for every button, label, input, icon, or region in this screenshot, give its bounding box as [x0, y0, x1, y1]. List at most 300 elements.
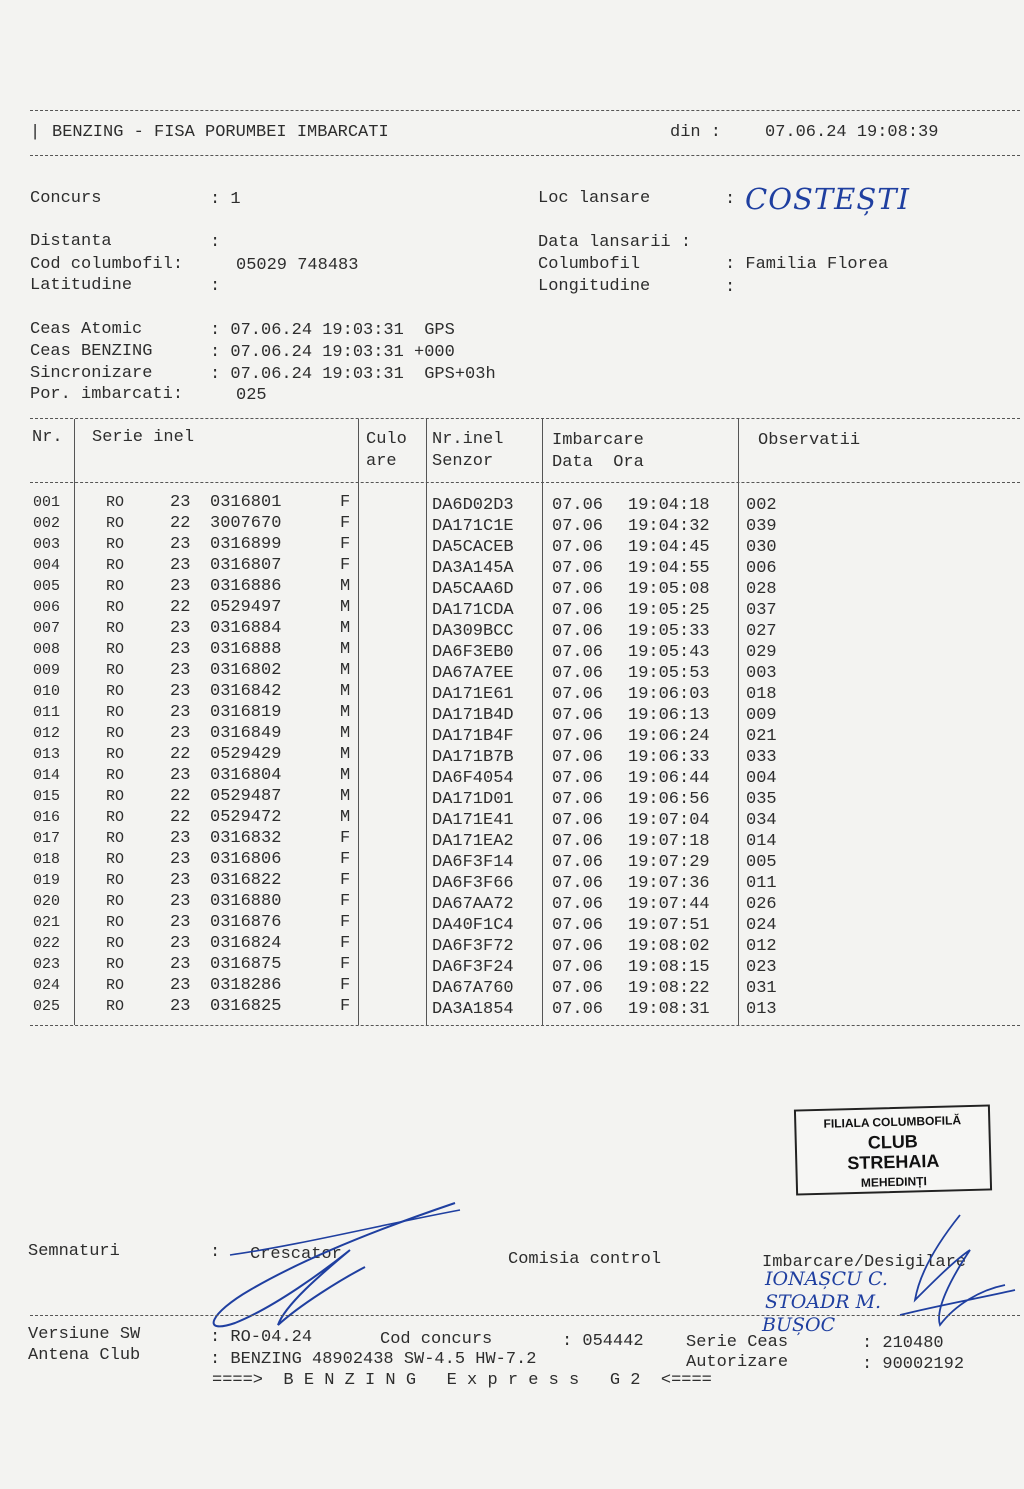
cell-sensor: DA5CAA6D: [432, 580, 514, 599]
cell-country: RO: [106, 914, 125, 931]
cell-observation: 018: [746, 685, 777, 704]
cell-date: 07.06: [552, 1000, 604, 1019]
cell-nr: 002: [33, 515, 61, 532]
cell-sex: F: [340, 850, 351, 869]
cell-date: 07.06: [552, 706, 604, 725]
col-sep-culoare: [426, 419, 427, 1025]
cell-time: 19:07:29: [628, 853, 710, 872]
cell-country: RO: [106, 578, 125, 595]
ceas-benzing-value: : 07.06.24 19:03:31 +000: [210, 343, 455, 362]
cell-date: 07.06: [552, 601, 604, 620]
cell-year: 23: [170, 640, 191, 659]
cell-time: 19:08:02: [628, 937, 710, 956]
cell-sex: M: [340, 640, 351, 659]
cell-date: 07.06: [552, 937, 604, 956]
cell-sensor: DA171D01: [432, 790, 514, 809]
cell-year: 23: [170, 535, 191, 554]
cell-year: 23: [170, 850, 191, 869]
col-sep-imbarcare: [738, 419, 739, 1025]
cell-date: 07.06: [552, 580, 604, 599]
cell-observation: 012: [746, 937, 777, 956]
cell-time: 19:05:53: [628, 664, 710, 683]
cell-nr: 025: [33, 998, 61, 1015]
cell-sex: M: [340, 577, 351, 596]
cell-year: 22: [170, 598, 191, 617]
cod-columbofil-label: Cod columbofil:: [30, 255, 184, 274]
header-datetime: 07.06.24 19:08:39: [765, 123, 939, 142]
cell-nr: 009: [33, 662, 61, 679]
cell-date: 07.06: [552, 622, 604, 641]
cell-country: RO: [106, 851, 125, 868]
cell-sensor: DA171E61: [432, 685, 514, 704]
cell-observation: 021: [746, 727, 777, 746]
cod-columbofil-value: 05029 748483: [236, 256, 359, 275]
cell-observation: 014: [746, 832, 777, 851]
cell-time: 19:07:04: [628, 811, 710, 830]
cell-sex: F: [340, 829, 351, 848]
cell-year: 23: [170, 976, 191, 995]
loc-lansare-label: Loc lansare: [538, 189, 651, 208]
cell-observation: 006: [746, 559, 777, 578]
cell-nr: 022: [33, 935, 61, 952]
cell-time: 19:07:51: [628, 916, 710, 935]
cell-date: 07.06: [552, 958, 604, 977]
cod-concurs-label: Cod concurs: [380, 1330, 493, 1349]
cell-country: RO: [106, 998, 125, 1015]
cell-country: RO: [106, 536, 125, 553]
longitudine-label: Longitudine: [538, 277, 651, 296]
cell-observation: 026: [746, 895, 777, 914]
cell-time: 19:05:25: [628, 601, 710, 620]
cell-nr: 021: [33, 914, 61, 931]
cell-year: 23: [170, 934, 191, 953]
table-bottom-rule: [30, 1025, 1020, 1026]
cell-ring-number: 0316888: [210, 640, 282, 659]
cell-observation: 013: [746, 1000, 777, 1019]
cell-date: 07.06: [552, 874, 604, 893]
header-data-ora: Data Ora: [552, 453, 644, 472]
cell-country: RO: [106, 746, 125, 763]
cell-sensor: DA40F1C4: [432, 916, 514, 935]
handwritten-name-2: STOADR M.: [765, 1291, 882, 1313]
concurs-label: Concurs: [30, 189, 102, 208]
cell-year: 22: [170, 787, 191, 806]
cell-year: 23: [170, 997, 191, 1016]
header-nr-inel: Nr.inel: [432, 430, 504, 449]
cell-date: 07.06: [552, 769, 604, 788]
cell-date: 07.06: [552, 517, 604, 536]
handwritten-name-3: BUȘOC: [762, 1314, 836, 1336]
sincronizare-label: Sincronizare: [30, 364, 153, 383]
cell-observation: 005: [746, 853, 777, 872]
cell-country: RO: [106, 788, 125, 805]
distanta-label: Distanta: [30, 232, 112, 251]
cell-date: 07.06: [552, 895, 604, 914]
cell-sex: F: [340, 934, 351, 953]
cell-observation: 009: [746, 706, 777, 725]
header-imbarcare: Imbarcare: [552, 431, 644, 450]
cell-sex: F: [340, 871, 351, 890]
cell-date: 07.06: [552, 853, 604, 872]
cell-country: RO: [106, 641, 125, 658]
cell-year: 22: [170, 514, 191, 533]
stamp-line-4: MEHEDINȚI: [860, 1174, 928, 1190]
cell-observation: 004: [746, 769, 777, 788]
cell-time: 19:06:13: [628, 706, 710, 725]
cell-country: RO: [106, 977, 125, 994]
cell-observation: 003: [746, 664, 777, 683]
cell-sex: M: [340, 766, 351, 785]
serie-ceas-value: : 210480: [862, 1334, 944, 1353]
cell-year: 23: [170, 871, 191, 890]
cell-sensor: DA67A7EE: [432, 664, 514, 683]
cell-date: 07.06: [552, 496, 604, 515]
cell-ring-number: 0316807: [210, 556, 282, 575]
sincronizare-value: : 07.06.24 19:03:31 GPS+03h: [210, 365, 496, 384]
imbarcare-signature: [880, 1210, 1020, 1340]
cell-nr: 013: [33, 746, 61, 763]
cell-country: RO: [106, 767, 125, 784]
cell-sensor: DA309BCC: [432, 622, 514, 641]
cell-year: 23: [170, 661, 191, 680]
cell-sensor: DA67A760: [432, 979, 514, 998]
cell-observation: 039: [746, 517, 777, 536]
ceas-benzing-label: Ceas BENZING: [30, 342, 153, 361]
serie-ceas-label: Serie Ceas: [686, 1333, 789, 1352]
crescator-label: Crescator: [250, 1245, 342, 1264]
cell-country: RO: [106, 515, 125, 532]
cell-ring-number: 0316825: [210, 997, 282, 1016]
cell-nr: 005: [33, 578, 61, 595]
cell-sensor: DA171B7B: [432, 748, 514, 767]
cell-sensor: DA171B4F: [432, 727, 514, 746]
cell-year: 22: [170, 808, 191, 827]
cod-concurs-value: : 054442: [562, 1332, 644, 1351]
columbofil-label: Columbofil: [538, 255, 641, 274]
cell-date: 07.06: [552, 832, 604, 851]
cell-ring-number: 0529472: [210, 808, 282, 827]
cell-date: 07.06: [552, 643, 604, 662]
data-lansarii-label: Data lansarii :: [538, 233, 692, 252]
cell-year: 23: [170, 556, 191, 575]
cell-observation: 024: [746, 916, 777, 935]
header-culo: Culo: [366, 430, 407, 449]
cell-sex: M: [340, 808, 351, 827]
cell-ring-number: 0316849: [210, 724, 282, 743]
autorizare-value: : 90002192: [862, 1355, 965, 1374]
header-top-rule: [30, 110, 1020, 111]
cell-sensor: DA6F3EB0: [432, 643, 514, 662]
comisia-control-label: Comisia control: [508, 1250, 662, 1269]
imbarcare-desigilare-label: Imbarcare/Desigilare: [762, 1253, 967, 1272]
cell-country: RO: [106, 557, 125, 574]
cell-sex: F: [340, 514, 351, 533]
cell-nr: 016: [33, 809, 61, 826]
cell-nr: 004: [33, 557, 61, 574]
cell-time: 19:05:43: [628, 643, 710, 662]
cell-sensor: DA171CDA: [432, 601, 514, 620]
cell-ring-number: 0316899: [210, 535, 282, 554]
cell-observation: 023: [746, 958, 777, 977]
cell-country: RO: [106, 620, 125, 637]
stamp-line-1: FILIALA COLUMBOFILĂ: [823, 1113, 962, 1131]
semnaturi-label: Semnaturi: [28, 1242, 120, 1261]
semnaturi-sep: :: [210, 1243, 221, 1262]
cell-time: 19:06:24: [628, 727, 710, 746]
cell-time: 19:08:22: [628, 979, 710, 998]
cell-date: 07.06: [552, 916, 604, 935]
cell-ring-number: 0316832: [210, 829, 282, 848]
cell-ring-number: 0529487: [210, 787, 282, 806]
cell-date: 07.06: [552, 811, 604, 830]
cell-observation: 028: [746, 580, 777, 599]
benzing-express-line: ====> B E N Z I N G E x p r e s s G 2 <====: [212, 1371, 712, 1390]
cell-date: 07.06: [552, 559, 604, 578]
cell-sensor: DA171EA2: [432, 832, 514, 851]
cell-ring-number: 0316875: [210, 955, 282, 974]
cell-country: RO: [106, 830, 125, 847]
cell-time: 19:05:33: [628, 622, 710, 641]
cell-time: 19:06:03: [628, 685, 710, 704]
cell-sex: M: [340, 703, 351, 722]
cell-time: 19:07:18: [628, 832, 710, 851]
cell-nr: 007: [33, 620, 61, 637]
cell-time: 19:04:18: [628, 496, 710, 515]
header-are: are: [366, 452, 397, 471]
cell-nr: 012: [33, 725, 61, 742]
cell-year: 23: [170, 955, 191, 974]
cell-sensor: DA67AA72: [432, 895, 514, 914]
cell-time: 19:05:08: [628, 580, 710, 599]
cell-ring-number: 0529429: [210, 745, 282, 764]
cell-time: 19:06:33: [628, 748, 710, 767]
cell-ring-number: 0316801: [210, 493, 282, 512]
cell-sensor: DA6F4054: [432, 769, 514, 788]
cell-country: RO: [106, 935, 125, 952]
cell-time: 19:06:56: [628, 790, 710, 809]
cell-sex: F: [340, 913, 351, 932]
table-top-rule: [30, 418, 1020, 419]
cell-year: 23: [170, 619, 191, 638]
cell-observation: 033: [746, 748, 777, 767]
cell-sex: F: [340, 976, 351, 995]
cell-sensor: DA6F3F66: [432, 874, 514, 893]
header-nr: Nr.: [32, 428, 63, 447]
cell-sex: M: [340, 598, 351, 617]
cell-ring-number: 0316824: [210, 934, 282, 953]
concurs-value: : 1: [210, 190, 241, 209]
cell-ring-number: 0316876: [210, 913, 282, 932]
cell-date: 07.06: [552, 727, 604, 746]
cell-year: 23: [170, 892, 191, 911]
cell-nr: 019: [33, 872, 61, 889]
cell-observation: 037: [746, 601, 777, 620]
cell-time: 19:07:44: [628, 895, 710, 914]
por-imbarcati-label: Por. imbarcati:: [30, 385, 184, 404]
autorizare-label: Autorizare: [686, 1353, 789, 1372]
header-left-bar: |: [30, 123, 41, 142]
versiune-sw-value: : RO-04.24: [210, 1328, 313, 1347]
signature-rule: [30, 1315, 1020, 1316]
club-stamp: [794, 1104, 992, 1195]
cell-nr: 006: [33, 599, 61, 616]
por-imbarcati-value: 025: [236, 386, 267, 405]
cell-year: 22: [170, 745, 191, 764]
cell-time: 19:07:36: [628, 874, 710, 893]
col-sep-nr: [74, 419, 75, 1025]
handwritten-name-1: IONAȘCU C.: [765, 1268, 888, 1290]
cell-time: 19:04:32: [628, 517, 710, 536]
columbofil-value: : Familia Florea: [725, 255, 889, 274]
cell-observation: 031: [746, 979, 777, 998]
cell-sensor: DA5CACEB: [432, 538, 514, 557]
ceas-atomic-value: : 07.06.24 19:03:31 GPS: [210, 321, 455, 340]
cell-nr: 018: [33, 851, 61, 868]
imbarcare-signature-stroke: [900, 1215, 1015, 1325]
cell-nr: 015: [33, 788, 61, 805]
cell-nr: 001: [33, 494, 61, 511]
table-header-rule: [30, 482, 1020, 483]
cell-time: 19:06:44: [628, 769, 710, 788]
header-bottom-rule: [30, 155, 1020, 156]
cell-nr: 023: [33, 956, 61, 973]
cell-observation: 027: [746, 622, 777, 641]
cell-sensor: DA6D02D3: [432, 496, 514, 515]
cell-date: 07.06: [552, 790, 604, 809]
cell-sensor: DA6F3F14: [432, 853, 514, 872]
cell-country: RO: [106, 599, 125, 616]
loc-lansare-handwritten: COSTEȘTI: [745, 182, 911, 216]
cell-ring-number: 0316804: [210, 766, 282, 785]
cell-year: 23: [170, 493, 191, 512]
cell-observation: 034: [746, 811, 777, 830]
cell-nr: 011: [33, 704, 61, 721]
cell-time: 19:08:31: [628, 1000, 710, 1019]
cell-observation: 029: [746, 643, 777, 662]
crescator-signature: [190, 1195, 470, 1335]
cell-year: 23: [170, 913, 191, 932]
cell-sex: F: [340, 556, 351, 575]
cell-date: 07.06: [552, 979, 604, 998]
latitudine-value: :: [210, 277, 221, 296]
cell-observation: 030: [746, 538, 777, 557]
antena-club-label: Antena Club: [28, 1346, 141, 1365]
cell-time: 19:08:15: [628, 958, 710, 977]
header-din-label: din :: [670, 123, 722, 142]
cell-nr: 014: [33, 767, 61, 784]
longitudine-value: :: [725, 278, 736, 297]
cell-date: 07.06: [552, 664, 604, 683]
cell-sex: F: [340, 493, 351, 512]
cell-ring-number: 0316886: [210, 577, 282, 596]
cell-ring-number: 0318286: [210, 976, 282, 995]
cell-sex: F: [340, 997, 351, 1016]
cell-country: RO: [106, 956, 125, 973]
distanta-value: :: [210, 233, 221, 252]
col-sep-serie: [358, 419, 359, 1025]
cell-sex: M: [340, 682, 351, 701]
cell-country: RO: [106, 704, 125, 721]
cell-ring-number: 3007670: [210, 514, 282, 533]
cell-nr: 024: [33, 977, 61, 994]
cell-time: 19:04:45: [628, 538, 710, 557]
cell-date: 07.06: [552, 538, 604, 557]
cell-year: 23: [170, 682, 191, 701]
stamp-line-2: CLUB: [867, 1131, 919, 1153]
ceas-atomic-label: Ceas Atomic: [30, 320, 143, 339]
cell-year: 23: [170, 577, 191, 596]
cell-country: RO: [106, 872, 125, 889]
cell-sex: M: [340, 661, 351, 680]
cell-nr: 017: [33, 830, 61, 847]
cell-nr: 020: [33, 893, 61, 910]
cell-country: RO: [106, 725, 125, 742]
cell-date: 07.06: [552, 748, 604, 767]
cell-sex: F: [340, 892, 351, 911]
cell-year: 23: [170, 703, 191, 722]
cell-country: RO: [106, 662, 125, 679]
cell-year: 23: [170, 766, 191, 785]
cell-observation: 002: [746, 496, 777, 515]
cell-ring-number: 0316884: [210, 619, 282, 638]
cell-ring-number: 0529497: [210, 598, 282, 617]
loc-lansare-sep: :: [725, 190, 736, 209]
cell-sensor: DA3A1854: [432, 1000, 514, 1019]
cell-ring-number: 0316806: [210, 850, 282, 869]
cell-ring-number: 0316802: [210, 661, 282, 680]
header-observatii: Observatii: [758, 431, 861, 450]
cell-sensor: DA171B4D: [432, 706, 514, 725]
cell-ring-number: 0316822: [210, 871, 282, 890]
cell-sensor: DA6F3F24: [432, 958, 514, 977]
cell-country: RO: [106, 893, 125, 910]
cell-observation: 011: [746, 874, 777, 893]
cell-sex: M: [340, 724, 351, 743]
cell-sex: M: [340, 619, 351, 638]
cell-nr: 008: [33, 641, 61, 658]
col-sep-senzor: [542, 419, 543, 1025]
cell-ring-number: 0316842: [210, 682, 282, 701]
cell-sex: M: [340, 787, 351, 806]
crescator-signature-underline: [230, 1210, 460, 1255]
cell-time: 19:04:55: [628, 559, 710, 578]
header-title: BENZING - FISA PORUMBEI IMBARCATI: [52, 123, 389, 142]
latitudine-label: Latitudine: [30, 276, 133, 295]
cell-sex: F: [340, 535, 351, 554]
cell-sensor: DA6F3F72: [432, 937, 514, 956]
cell-country: RO: [106, 494, 125, 511]
cell-year: 23: [170, 724, 191, 743]
cell-year: 23: [170, 829, 191, 848]
cell-sensor: DA3A145A: [432, 559, 514, 578]
cell-sex: F: [340, 955, 351, 974]
cell-nr: 003: [33, 536, 61, 553]
cell-country: RO: [106, 683, 125, 700]
cell-observation: 035: [746, 790, 777, 809]
header-serie-inel: Serie inel: [92, 428, 195, 447]
cell-sex: M: [340, 745, 351, 764]
cell-country: RO: [106, 809, 125, 826]
header-senzor: Senzor: [432, 452, 494, 471]
cell-ring-number: 0316819: [210, 703, 282, 722]
antena-club-value: : BENZING 48902438 SW-4.5 HW-7.2: [210, 1350, 537, 1369]
versiune-sw-label: Versiune SW: [28, 1325, 141, 1344]
cell-sensor: DA171C1E: [432, 517, 514, 536]
cell-sensor: DA171E41: [432, 811, 514, 830]
cell-date: 07.06: [552, 685, 604, 704]
stamp-line-3: STREHAIA: [847, 1150, 940, 1174]
crescator-signature-stroke: [214, 1203, 455, 1326]
